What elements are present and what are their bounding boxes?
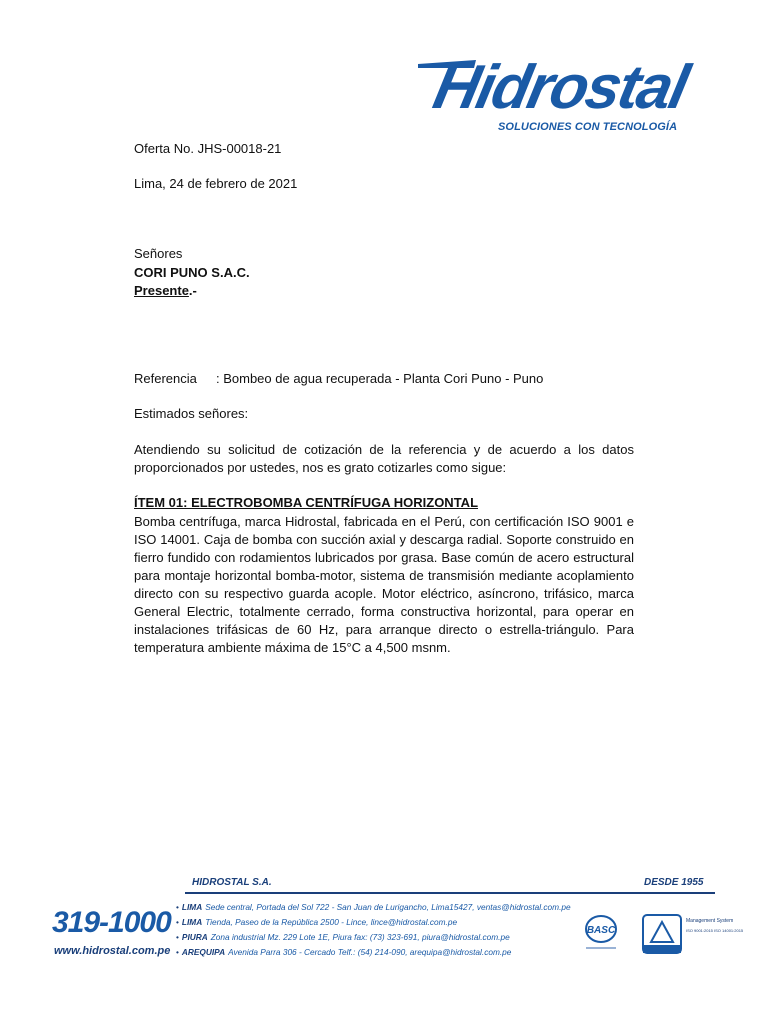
offer-number: Oferta No. JHS-00018-21 — [134, 141, 282, 156]
reference-text: : Bombeo de agua recuperada - Planta Cori Puno - Puno — [216, 371, 544, 386]
address-city: LIMA — [181, 917, 203, 927]
footer-rule — [185, 892, 715, 894]
reference-line — [134, 371, 543, 386]
bullet-icon: • — [176, 902, 179, 912]
footer-phone: 319-1000 — [52, 906, 171, 939]
basc-label: BASC — [586, 925, 616, 936]
bullet-icon: • — [176, 932, 179, 942]
bullet-icon: • — [176, 947, 179, 957]
item-description: Bomba centrífuga, marca Hidrostal, fabricada en el Perú, con certificación ISO 9001 e ISO 14001. Caja de bomba con succión axial y descarga radial. Soporte construido en fierro fundido con rodamientos lubricados por grasa. Base común de acero estructural para montaje horizontal bomba-motor, sistema de transmisión mediante acoplamiento directo con su respectivo guarda acople. Motor eléctrico, asíncrono, trifásico, marca General Electric, totalmente cerrado, forma constructiva horizontal, para operar en instalaciones trifásicas de 60 Hz, para arranque directo o estrella-triángulo. Para temperatura ambiente máxima de 15°C a 4,500 msnm. — [134, 514, 634, 655]
greeting: Estimados señores: — [134, 406, 249, 421]
presente-suffix: .- — [188, 283, 197, 298]
address-city: AREQUIPA — [181, 947, 226, 957]
footer-company: HIDROSTAL S.A. — [192, 877, 272, 888]
footer-addresses — [176, 900, 576, 960]
address-row — [176, 900, 576, 915]
address-text: Avenida Parra 306 - Cercado Telf.: (54) 214-090, arequipa@hidrostal.com.pe — [228, 947, 512, 957]
presente-word: Presente — [134, 283, 189, 298]
address-city: PIURA — [181, 932, 208, 942]
address-text: Tienda, Paseo de la República 2500 - Lince, lince@hidrostal.com.pe — [205, 917, 458, 927]
reference-label: Referencia — [134, 371, 197, 386]
address-row — [176, 945, 576, 960]
logo-wordmark: Hidrostal — [427, 52, 694, 122]
address-text: Sede central, Portada del Sol 722 - San Juan de Lurigancho, Lima15427, ventas@hidrostal.com.pe — [205, 902, 571, 912]
bullet-icon: • — [176, 917, 179, 927]
address-text: Zona industrial Mz. 229 Lote 1E, Piura fax: (73) 323-691, piura@hidrostal.com.pe — [210, 932, 510, 942]
letter-date: Lima, 24 de febrero de 2021 — [134, 176, 298, 191]
item-title: ÍTEM 01: ELECTROBOMBA CENTRÍFUGA HORIZONTAL — [134, 495, 479, 510]
logo-tagline: SOLUCIONES CON TECNOLOGÍA — [498, 121, 678, 133]
intro-paragraph: Atendiendo su solicitud de cotización de la referencia y de acuerdo a los datos proporcionados por ustedes, nos es grato cotizarles como sigue: — [134, 442, 634, 475]
basc-badge-icon — [582, 912, 620, 959]
tuv-sub: ISO 9001:2015 ISO 14001:2015 — [686, 928, 744, 933]
address-row — [176, 915, 576, 930]
recipient-company: CORI PUNO S.A.C. — [134, 265, 250, 280]
footer-website: www.hidrostal.com.pe — [54, 945, 171, 957]
tuv-certified-icon — [642, 914, 744, 961]
salutation-to: Señores — [134, 246, 183, 261]
address-row — [176, 930, 576, 945]
presente-line — [134, 283, 197, 298]
address-city: LIMA — [181, 902, 203, 912]
footer-since: DESDE 1955 — [644, 877, 704, 888]
tuv-label: Management System — [686, 918, 734, 924]
